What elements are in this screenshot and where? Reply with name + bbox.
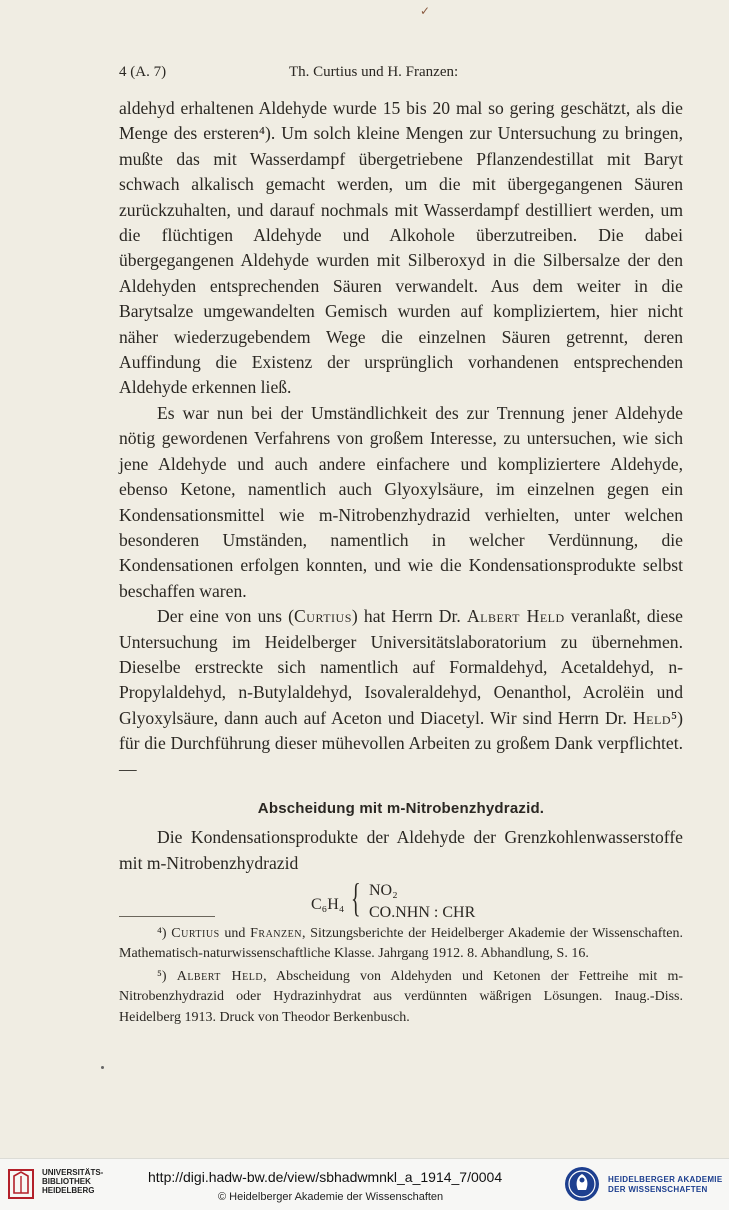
paragraph-1: aldehyd erhaltenen Aldehyde wurde 15 bis 20 mal so gering geschätzt, als die Menge des ersteren⁴). Um solch kleine Mengen zur Untersuchung zu bringen, mußte das mit Wasserdampf übergetriebene Pflanzendestillat mit Baryt schwach alkalisch gemacht werden, um die mit übergegangenen Säuren zurückzuhalten, und darauf nochmals mit Wasserdampf destilliert werden, um die flüchtigen Aldehyde und Alkohole überzutreiben. Die dabei übergegangenen Aldehyde wurden mit Silberoxyd in die Silbersalze der den Aldehyden entsprechenden Säuren verwandelt. Aus dem weiter in die Barytsalze umgewandelten Gemisch wurden auf kompliziertem, hier nicht näher wiederzugebendem Wege die einzelnen Säuren getrennt, deren Auffindung die Existenz der ursprünglich vorhandenen entsprechenden Aldehyde erkennen ließ. [119,98,683,398]
university-library-logo-icon[interactable] [8,1167,34,1201]
fn5-mark: ⁵) [157,968,177,984]
formula-line-1: NO₂ [369,882,398,900]
p3-text-g: ⁵) für die Durchführung dieser mühevollen Arbeiten zu großem Dank verpflichtet. — [119,707,683,779]
author-curtius: Curtius [294,606,352,627]
copyright-notice: © Heidelberger Akademie der Wissenschaften [218,1191,444,1203]
library-name [42,1168,103,1195]
fn4-author-1: Curtius [171,926,220,941]
fn5-text: , Abscheidung von Aldehyden und Ketonen der Fettreihe mit m-Nitrobenzhydrazid oder Hydrazinhydrat aus verdünnten wäßrigen Lösungen. Inaug.-Diss. Heidelberg 1913. Druck von Theodor Berkenbusch. [119,968,684,1025]
paragraph-3 [119,604,683,782]
chemical-formula [119,875,683,926]
library-line-3: HEIDELBERG [42,1186,95,1195]
formula-base: C₆H₄ [311,896,345,914]
fn4-und: und [219,926,251,941]
pencil-mark: ✓ [420,4,431,18]
p3-text-e: veranlaßt, diese Untersuchung im Heidelberger Universitätslaboratorium zu übernehmen. Dieselbe erstreckte sich namentlich auf Formaldehyd, Acetaldehyd, n-Propylaldehyd, n-Butylaldehyd, Isovaleraldehyd, Oenanthol, Acrolëin und Glyoxylsäure, dann auch auf Aceton und Diacetyl. Wir sind Herrn Dr. [119,606,683,728]
permalink-url[interactable]: http://digi.hadw-bw.de/view/sbhadwmnkl_a_1914_7/0004 [148,1169,503,1185]
footnote-divider [119,916,215,917]
p3-text-c: ) hat Herrn Dr. [351,606,467,627]
main-text [119,96,683,926]
paragraph-4: Die Kondensationsprodukte der Aldehyde der Grenzkohlenwasserstoffe mit m-Nitrobenzhydrazid [119,827,683,873]
fn4-author-2: Franzen [250,926,302,941]
academy-seal-icon[interactable] [563,1165,601,1203]
author-held: Held [632,707,671,728]
library-line-2: BIBLIOTHEK [42,1177,91,1186]
paragraph-2: Es war nun bei der Umständlichkeit des zur Trennung jener Aldehyde nötig gewordenen Verfahrens von großem Interesse, zu untersuchen, wie sich jene Aldehyde und auch andere einfachere und kompliziertere Aldehyde, ebenso Ketone, namentlich auch Glyoxylsäure, im einzelnen gegen ein Kondensationsmittel wie m-Nitrobenzhydrazid verhielten, unter welchen besonderen Umständen, namentlich in welcher Verdünnung, die Kondensationen erfolgen konnten, und wie die Kondensationsprodukte selbst beschaffen waren. [119,402,683,601]
page-number: 4 (A. 7) [119,64,167,80]
brace-icon: { [351,875,361,921]
fn4-text: , Sitzungsberichte der Heidelberger Akademie der Wissenschaften. Mathematisch-naturwissenschaftliche Klasse. Jahrgang 1912. 8. Abhandlung, S. 16. [119,926,684,962]
fn4-mark: ⁴) [157,926,172,941]
fn5-author: Albert Held [176,968,264,984]
footnotes [119,924,683,1030]
footnote-5 [119,967,683,1028]
footnote-4 [119,924,683,965]
academy-line-2: DER WISSENSCHAFTEN [608,1185,708,1194]
academy-name [608,1175,722,1195]
header-authors: Th. Curtius und H. Franzen: [289,64,459,80]
running-header [119,64,683,88]
author-albert-held: Albert Held [466,606,565,627]
speck [101,1066,104,1069]
formula-line-2: CO.NHN : CHR [369,904,476,922]
p3-text-a: Der eine von uns ( [157,606,295,627]
academy-line-1: HEIDELBERGER AKADEMIE [608,1175,723,1184]
library-line-1: UNIVERSITÄTS- [42,1168,104,1177]
viewer-footer [0,1158,729,1210]
section-heading: Abscheidung mit m-Nitrobenzhydrazid. [257,799,545,817]
